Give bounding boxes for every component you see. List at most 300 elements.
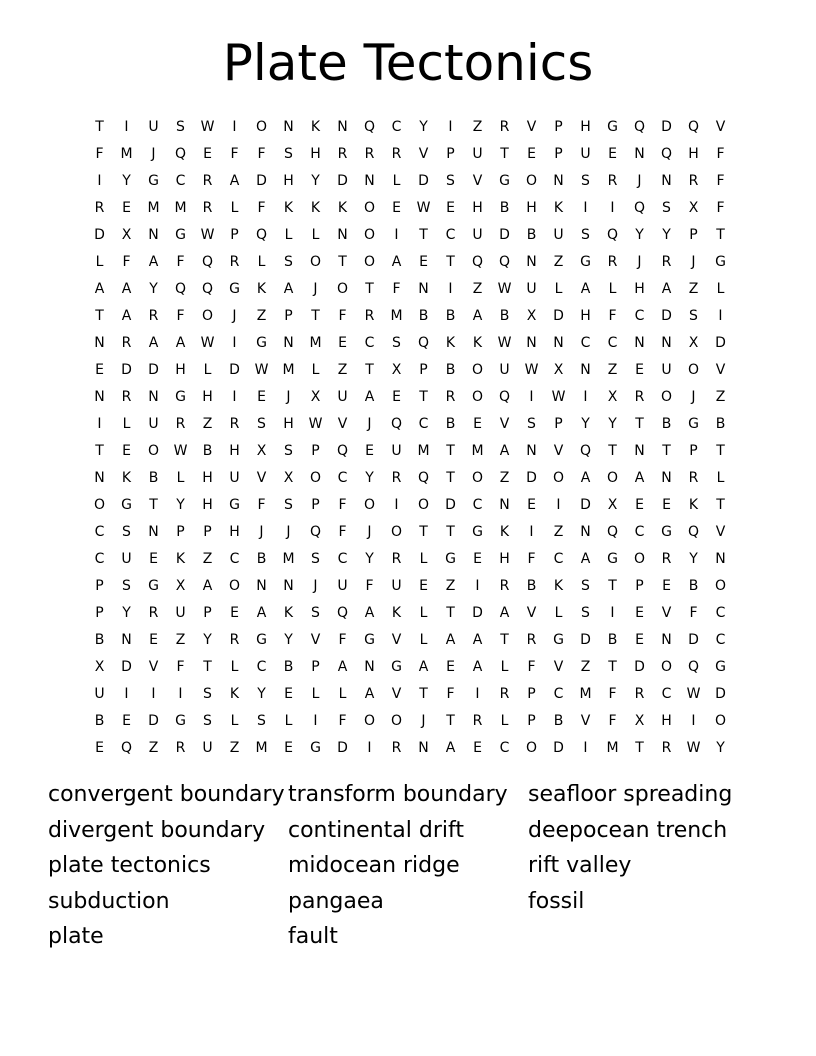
- grid-letter: Q: [660, 145, 673, 162]
- grid-letter: Q: [336, 604, 349, 621]
- grid-letter: Z: [553, 253, 564, 270]
- grid-letter: Z: [607, 361, 618, 378]
- grid-letter: C: [499, 739, 510, 756]
- grid-letter: O: [714, 712, 727, 729]
- grid-letter: F: [176, 307, 185, 324]
- grid-letter: D: [337, 172, 348, 189]
- grid-letter: T: [365, 361, 374, 378]
- grid-letter: A: [229, 172, 240, 189]
- grid-letter: F: [338, 307, 347, 324]
- grid-letter: D: [715, 685, 726, 702]
- grid-letter: E: [473, 550, 482, 567]
- grid-letter: I: [232, 118, 237, 135]
- grid-letter: W: [200, 226, 215, 243]
- grid-letter: L: [311, 685, 320, 702]
- grid-letter: H: [310, 145, 321, 162]
- grid-letter: O: [309, 469, 322, 486]
- grid-letter: R: [526, 631, 537, 648]
- grid-letter: D: [580, 631, 591, 648]
- grid-letter: S: [581, 577, 590, 594]
- grid-letter: L: [176, 469, 185, 486]
- grid-letter: M: [120, 145, 133, 162]
- grid-letter: Q: [687, 118, 700, 135]
- grid-letter: N: [94, 334, 105, 351]
- grid-letter: H: [634, 280, 645, 297]
- grid-letter: G: [472, 523, 483, 540]
- grid-letter: T: [365, 280, 374, 297]
- page-title: Plate Tectonics: [222, 34, 594, 92]
- grid-letter: F: [257, 496, 266, 513]
- grid-letter: J: [691, 253, 696, 270]
- grid-letter: V: [553, 658, 564, 675]
- grid-letter: G: [580, 253, 591, 270]
- grid-letter: D: [553, 739, 564, 756]
- grid-letter: U: [121, 550, 132, 567]
- grid-letter: U: [391, 442, 402, 459]
- grid-letter: R: [607, 253, 618, 270]
- grid-letter: O: [471, 361, 484, 378]
- grid-letter: L: [419, 550, 428, 567]
- grid-letter: C: [607, 334, 618, 351]
- grid-letter: B: [94, 631, 105, 648]
- grid-letter: M: [579, 685, 592, 702]
- grid-letter: R: [175, 739, 186, 756]
- grid-letter: X: [526, 307, 537, 324]
- grid-letter: U: [472, 145, 483, 162]
- grid-letter: N: [553, 334, 564, 351]
- grid-letter: T: [338, 253, 347, 270]
- grid-letter: O: [336, 280, 349, 297]
- grid-letter: Q: [606, 523, 619, 540]
- grid-letter: P: [554, 118, 563, 135]
- grid-letter: E: [473, 739, 482, 756]
- grid-letter: O: [552, 469, 565, 486]
- word-list-item: fault: [288, 924, 338, 949]
- grid-letter: K: [472, 334, 483, 351]
- letter-grid: [86, 113, 734, 761]
- grid-letter: A: [472, 307, 483, 324]
- grid-letter: A: [499, 604, 510, 621]
- grid-letter: D: [148, 712, 159, 729]
- grid-letter: N: [121, 631, 132, 648]
- grid-letter: O: [633, 550, 646, 567]
- grid-letter: A: [391, 253, 402, 270]
- grid-letter: A: [283, 280, 294, 297]
- grid-letter: N: [148, 226, 159, 243]
- grid-letter: P: [311, 496, 320, 513]
- grid-letter: I: [232, 388, 237, 405]
- grid-letter: G: [499, 172, 510, 189]
- word-list-item: convergent boundary: [48, 782, 285, 807]
- grid-letter: T: [446, 712, 455, 729]
- grid-letter: Z: [472, 118, 483, 135]
- grid-letter: M: [390, 307, 403, 324]
- grid-letter: E: [257, 388, 266, 405]
- grid-letter: V: [715, 118, 726, 135]
- grid-letter: O: [417, 496, 430, 513]
- grid-letter: L: [392, 172, 401, 189]
- grid-letter: R: [337, 145, 348, 162]
- grid-letter: X: [256, 442, 267, 459]
- grid-letter: W: [173, 442, 188, 459]
- grid-letter: F: [689, 604, 698, 621]
- grid-letter: N: [148, 523, 159, 540]
- grid-letter: L: [230, 712, 239, 729]
- grid-letter: Y: [122, 172, 131, 189]
- grid-letter: K: [688, 496, 699, 513]
- grid-letter: S: [662, 199, 671, 216]
- grid-letter: I: [583, 739, 588, 756]
- grid-letter: A: [337, 658, 348, 675]
- grid-letter: T: [419, 523, 428, 540]
- grid-letter: A: [256, 604, 267, 621]
- grid-letter: J: [637, 172, 642, 189]
- grid-letter: C: [94, 523, 105, 540]
- grid-letter: I: [475, 685, 480, 702]
- word-list-item: subduction: [48, 888, 170, 914]
- grid-letter: G: [256, 631, 267, 648]
- grid-letter: H: [499, 550, 510, 567]
- grid-letter: O: [390, 712, 403, 729]
- grid-letter: Z: [580, 658, 591, 675]
- grid-letter: Y: [203, 631, 212, 648]
- grid-letter: Q: [687, 658, 700, 675]
- grid-letter: V: [391, 685, 402, 702]
- grid-letter: K: [283, 604, 294, 621]
- grid-letter: I: [448, 280, 453, 297]
- grid-letter: G: [175, 226, 186, 243]
- grid-letter: I: [448, 118, 453, 135]
- grid-letter: J: [367, 415, 372, 432]
- grid-letter: G: [607, 550, 618, 567]
- grid-letter: Q: [174, 145, 187, 162]
- grid-letter: I: [394, 496, 399, 513]
- grid-letter: R: [688, 469, 699, 486]
- grid-letter: A: [661, 280, 672, 297]
- grid-letter: M: [282, 361, 295, 378]
- grid-letter: U: [499, 361, 510, 378]
- grid-letter: E: [122, 442, 131, 459]
- word-list-item: plate: [48, 924, 104, 949]
- grid-letter: O: [363, 199, 376, 216]
- grid-letter: Q: [201, 280, 214, 297]
- grid-letter: D: [445, 496, 456, 513]
- grid-letter: T: [500, 145, 509, 162]
- grid-letter: C: [634, 307, 645, 324]
- grid-letter: C: [634, 523, 645, 540]
- grid-letter: I: [124, 118, 129, 135]
- grid-letter: N: [661, 172, 672, 189]
- grid-letter: I: [556, 496, 561, 513]
- grid-letter: V: [715, 361, 726, 378]
- grid-letter: P: [689, 442, 698, 459]
- grid-letter: G: [364, 631, 375, 648]
- grid-letter: N: [94, 469, 105, 486]
- grid-letter: G: [175, 712, 186, 729]
- grid-letter: X: [688, 334, 699, 351]
- grid-letter: N: [337, 118, 348, 135]
- grid-letter: R: [229, 253, 240, 270]
- grid-letter: R: [202, 199, 213, 216]
- grid-letter: T: [311, 307, 320, 324]
- grid-letter: U: [94, 685, 105, 702]
- grid-letter: I: [610, 604, 615, 621]
- grid-letter: Q: [579, 442, 592, 459]
- grid-letter: C: [715, 604, 726, 621]
- grid-letter: W: [497, 280, 512, 297]
- grid-letter: D: [661, 118, 672, 135]
- grid-letter: L: [203, 361, 212, 378]
- grid-letter: X: [121, 226, 132, 243]
- grid-letter: O: [363, 712, 376, 729]
- grid-letter: W: [416, 199, 431, 216]
- grid-letter: C: [580, 334, 591, 351]
- word-list-item: rift valley: [528, 853, 632, 878]
- grid-letter: B: [661, 415, 672, 432]
- grid-letter: S: [257, 712, 266, 729]
- grid-letter: A: [580, 550, 591, 567]
- grid-letter: E: [635, 604, 644, 621]
- grid-letter: N: [283, 334, 294, 351]
- grid-letter: O: [660, 658, 673, 675]
- grid-letter: E: [392, 199, 401, 216]
- grid-letter: N: [148, 388, 159, 405]
- grid-letter: F: [95, 145, 104, 162]
- grid-letter: I: [583, 199, 588, 216]
- grid-letter: J: [232, 307, 237, 324]
- grid-letter: T: [716, 442, 725, 459]
- grid-letter: G: [121, 496, 132, 513]
- grid-letter: L: [257, 253, 266, 270]
- grid-letter: N: [364, 658, 375, 675]
- grid-letter: Z: [499, 469, 510, 486]
- grid-letter: N: [283, 118, 294, 135]
- grid-letter: N: [634, 145, 645, 162]
- grid-letter: K: [553, 577, 564, 594]
- grid-letter: T: [608, 658, 617, 675]
- grid-letter: B: [283, 658, 294, 675]
- grid-letter: V: [661, 604, 672, 621]
- grid-letter: S: [203, 685, 212, 702]
- grid-letter: P: [689, 226, 698, 243]
- word-list: [48, 779, 768, 957]
- grid-letter: L: [419, 604, 428, 621]
- grid-letter: P: [203, 604, 212, 621]
- grid-letter: H: [202, 496, 213, 513]
- grid-letter: G: [715, 658, 726, 675]
- grid-letter: E: [95, 361, 104, 378]
- grid-letter: L: [716, 469, 725, 486]
- grid-letter: P: [554, 415, 563, 432]
- grid-letter: I: [313, 712, 318, 729]
- grid-letter: I: [124, 685, 129, 702]
- grid-letter: F: [338, 496, 347, 513]
- grid-letter: J: [313, 280, 318, 297]
- grid-letter: T: [149, 496, 158, 513]
- grid-letter: X: [634, 712, 645, 729]
- grid-letter: R: [661, 739, 672, 756]
- grid-letter: F: [338, 523, 347, 540]
- grid-letter: F: [176, 658, 185, 675]
- grid-letter: U: [526, 280, 537, 297]
- grid-letter: V: [256, 469, 267, 486]
- grid-letter: E: [473, 415, 482, 432]
- grid-letter: S: [257, 415, 266, 432]
- grid-letter: T: [635, 739, 644, 756]
- grid-letter: I: [232, 334, 237, 351]
- grid-letter: R: [661, 550, 672, 567]
- grid-letter: Q: [417, 334, 430, 351]
- grid-letter: I: [178, 685, 183, 702]
- grid-letter: Q: [363, 118, 376, 135]
- grid-letter: R: [472, 712, 483, 729]
- grid-letter: E: [392, 388, 401, 405]
- grid-letter: S: [284, 145, 293, 162]
- grid-letter: T: [446, 604, 455, 621]
- grid-letter: A: [472, 658, 483, 675]
- grid-letter: D: [121, 361, 132, 378]
- grid-letter: Y: [122, 604, 131, 621]
- grid-letter: N: [256, 577, 267, 594]
- word-list-item: deepocean trench: [528, 817, 728, 843]
- grid-letter: R: [175, 415, 186, 432]
- grid-letter: O: [201, 307, 214, 324]
- grid-letter: C: [175, 172, 186, 189]
- grid-letter: S: [311, 550, 320, 567]
- grid-letter: P: [527, 712, 536, 729]
- grid-letter: R: [202, 172, 213, 189]
- grid-letter: F: [608, 712, 617, 729]
- grid-letter: W: [686, 739, 701, 756]
- grid-letter: A: [634, 469, 645, 486]
- grid-letter: Q: [633, 199, 646, 216]
- grid-letter: T: [419, 388, 428, 405]
- grid-letter: Z: [472, 280, 483, 297]
- grid-letter: Y: [689, 550, 698, 567]
- grid-letter: F: [257, 145, 266, 162]
- grid-letter: K: [283, 199, 294, 216]
- grid-letter: C: [418, 415, 429, 432]
- grid-letter: I: [97, 172, 102, 189]
- grid-letter: E: [122, 199, 131, 216]
- grid-letter: V: [499, 415, 510, 432]
- grid-letter: R: [364, 145, 375, 162]
- grid-letter: L: [419, 631, 428, 648]
- grid-letter: N: [580, 361, 591, 378]
- grid-letter: V: [553, 442, 564, 459]
- grid-letter: K: [445, 334, 456, 351]
- grid-letter: S: [689, 307, 698, 324]
- grid-letter: L: [554, 604, 563, 621]
- grid-letter: L: [230, 658, 239, 675]
- grid-letter: Q: [633, 118, 646, 135]
- word-list-item: pangaea: [288, 888, 384, 914]
- grid-letter: D: [121, 658, 132, 675]
- grid-letter: I: [691, 712, 696, 729]
- grid-letter: B: [499, 199, 510, 216]
- grid-letter: B: [445, 415, 456, 432]
- grid-letter: Q: [336, 442, 349, 459]
- grid-letter: H: [202, 388, 213, 405]
- grid-letter: F: [716, 145, 725, 162]
- grid-letter: R: [499, 577, 510, 594]
- grid-letter: P: [284, 307, 293, 324]
- grid-letter: P: [176, 523, 185, 540]
- grid-letter: Z: [202, 550, 213, 567]
- grid-letter: L: [284, 712, 293, 729]
- grid-letter: B: [445, 361, 456, 378]
- grid-letter: D: [661, 307, 672, 324]
- grid-letter: Q: [471, 253, 484, 270]
- grid-letter: O: [606, 469, 619, 486]
- grid-letter: Y: [311, 172, 320, 189]
- grid-letter: K: [121, 469, 132, 486]
- word-list-item: plate tectonics: [48, 853, 211, 878]
- grid-letter: G: [688, 415, 699, 432]
- grid-letter: L: [500, 712, 509, 729]
- grid-letter: N: [499, 496, 510, 513]
- grid-letter: M: [417, 442, 430, 459]
- grid-letter: N: [715, 550, 726, 567]
- grid-letter: S: [527, 415, 536, 432]
- grid-letter: P: [311, 442, 320, 459]
- grid-letter: A: [445, 739, 456, 756]
- grid-letter: B: [526, 226, 537, 243]
- grid-letter: V: [715, 523, 726, 540]
- grid-letter: F: [527, 550, 536, 567]
- grid-letter: B: [607, 631, 618, 648]
- grid-letter: B: [256, 550, 267, 567]
- grid-letter: Q: [687, 523, 700, 540]
- grid-letter: F: [527, 658, 536, 675]
- grid-letter: Q: [201, 253, 214, 270]
- grid-letter: U: [391, 577, 402, 594]
- grid-letter: M: [309, 334, 322, 351]
- grid-letter: A: [148, 334, 159, 351]
- grid-letter: R: [229, 415, 240, 432]
- grid-letter: H: [526, 199, 537, 216]
- grid-letter: H: [580, 307, 591, 324]
- grid-letter: A: [418, 658, 429, 675]
- grid-letter: R: [121, 388, 132, 405]
- grid-letter: O: [363, 226, 376, 243]
- grid-letter: Z: [688, 280, 699, 297]
- grid-letter: C: [472, 496, 483, 513]
- grid-letter: C: [94, 550, 105, 567]
- grid-letter: X: [688, 199, 699, 216]
- grid-letter: D: [229, 361, 240, 378]
- grid-letter: D: [499, 226, 510, 243]
- grid-letter: S: [284, 253, 293, 270]
- grid-letter: C: [661, 685, 672, 702]
- grid-letter: S: [176, 118, 185, 135]
- grid-letter: L: [554, 280, 563, 297]
- grid-letter: D: [256, 172, 267, 189]
- grid-letter: N: [337, 226, 348, 243]
- grid-letter: O: [525, 172, 538, 189]
- grid-letter: I: [475, 577, 480, 594]
- grid-letter: X: [607, 496, 618, 513]
- grid-letter: U: [472, 226, 483, 243]
- grid-letter: E: [122, 712, 131, 729]
- grid-letter: L: [500, 658, 509, 675]
- grid-letter: E: [662, 496, 671, 513]
- grid-letter: N: [418, 280, 429, 297]
- grid-letter: O: [390, 523, 403, 540]
- grid-letter: V: [526, 604, 537, 621]
- grid-letter: F: [365, 577, 374, 594]
- grid-letter: Q: [498, 388, 511, 405]
